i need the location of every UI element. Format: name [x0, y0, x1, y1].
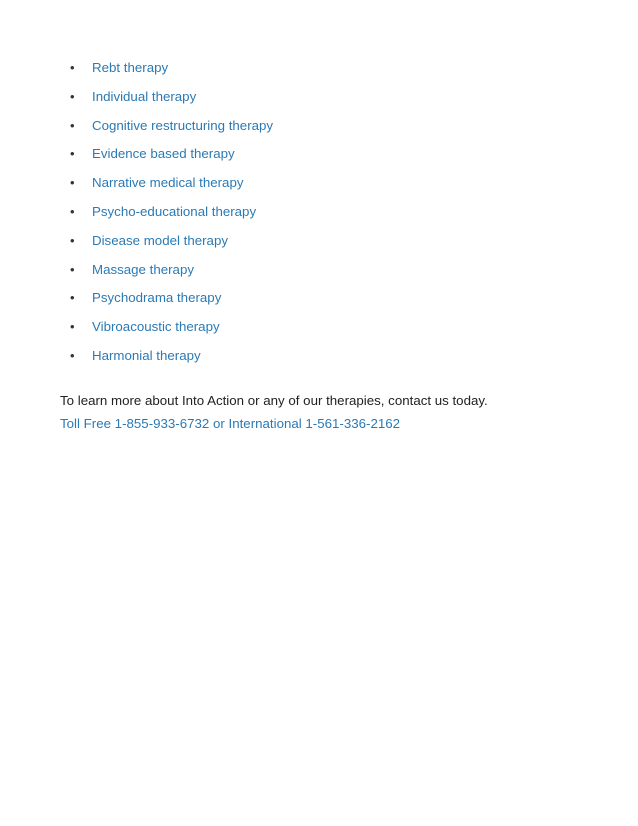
phone-link[interactable]: Toll Free 1-855-933-6732 or International 1-561-336-2162 [60, 416, 401, 431]
bullet-icon: • [70, 60, 75, 75]
list-item [70, 346, 273, 375]
list-item [70, 116, 273, 145]
bullet-icon: • [70, 232, 75, 248]
bullet-icon: • [70, 146, 75, 162]
bullet-icon: • [70, 117, 75, 133]
bullet-icon: • [70, 203, 75, 219]
therapy-link-vibroacoustic[interactable]: Vibroacoustic therapy [92, 319, 220, 335]
therapy-link-disease-model[interactable]: Disease model therapy [92, 232, 228, 248]
therapy-link-individual[interactable]: Individual therapy [92, 88, 197, 104]
bullet-icon: • [70, 261, 75, 277]
list-item [70, 260, 273, 289]
list-item [70, 58, 273, 87]
therapy-link-harmonial[interactable]: Harmonial therapy [92, 347, 201, 363]
therapy-list [70, 58, 273, 375]
therapy-link-psycho-educational[interactable]: Psycho-educational therapy [92, 203, 257, 219]
therapy-link-psychodrama[interactable]: Psychodrama therapy [92, 290, 222, 306]
phone-numbers-line [60, 414, 400, 434]
list-item [70, 231, 273, 260]
list-item [70, 317, 273, 346]
list-item [70, 202, 273, 231]
list-item [70, 87, 273, 116]
therapy-link-rebt[interactable]: Rebt therapy [92, 60, 169, 75]
bullet-icon: • [70, 88, 75, 104]
therapy-link-evidence-based[interactable]: Evidence based therapy [92, 146, 235, 162]
contact-paragraph: To learn more about Into Action or any of our therapies, contact us today. [60, 393, 488, 408]
bullet-icon: • [70, 319, 75, 335]
bullet-icon: • [70, 175, 75, 191]
bullet-icon: • [70, 347, 75, 363]
therapy-link-massage[interactable]: Massage therapy [92, 261, 194, 277]
list-item [70, 173, 273, 202]
list-item [70, 288, 273, 317]
bullet-icon: • [70, 290, 75, 306]
list-item [70, 144, 273, 173]
therapy-link-narrative-medical[interactable]: Narrative medical therapy [92, 175, 244, 191]
therapy-link-cognitive-restructuring[interactable]: Cognitive restructuring therapy [92, 117, 274, 133]
